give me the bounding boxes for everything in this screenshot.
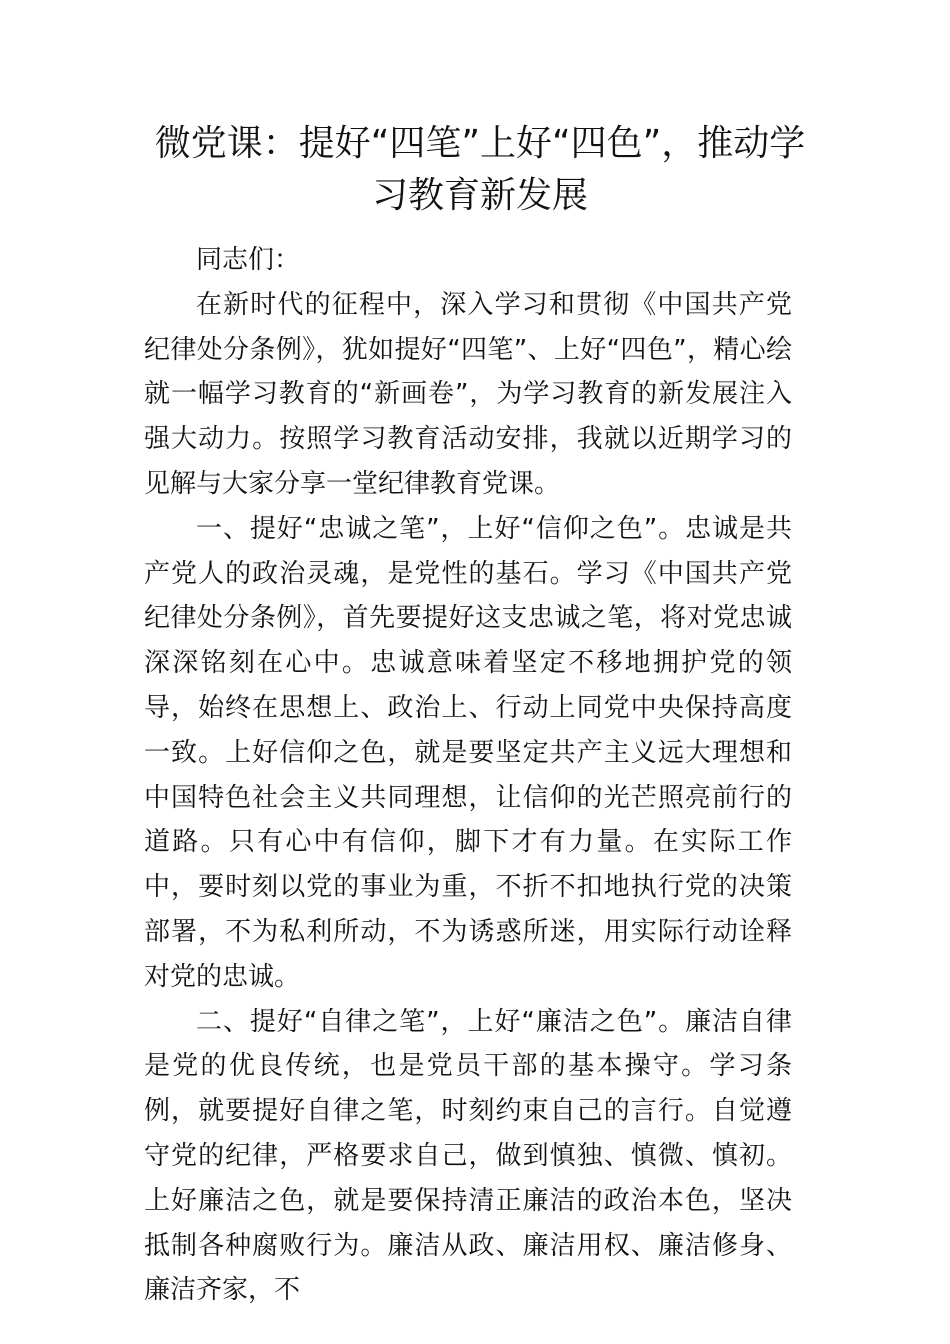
- paragraph-section-1: [144, 507, 792, 1000]
- paragraph-text: 在新时代的征程中，深入学习和贯彻《中国共产党纪律处分条例》，犹如提好“四笔”、上好“四色”，精心绘就一幅学习教育的“新画卷”，为学习教育的新发展注入强大动力。按照学习教育活动安排，我就以近期学习的见解与大家分享一堂纪律教育党课。: [144, 289, 792, 499]
- paragraph-intro: [144, 283, 792, 507]
- paragraph-section-2: [144, 1000, 792, 1314]
- salutation: 同志们：: [196, 245, 301, 275]
- document-title: 微党课：提好“四笔”上好“四色”，推动学习教育新发展: [154, 123, 806, 216]
- section-heading: 一、提好“忠诚之笔”，上好“信仰之色”。: [196, 513, 686, 544]
- document-body: [144, 238, 792, 1313]
- section-heading: 二、提好“自律之笔”，上好“廉洁之色”。: [196, 1006, 686, 1037]
- paragraph-text: 忠诚是共产党人的政治灵魂，是党性的基石。学习《中国共产党纪律处分条例》，首先要提好这支忠诚之笔，将对党忠诚深深铭刻在心中。忠诚意味着坚定不移地拥护党的领导，始终在思想上、政治上、行动上同党中央保持高度一致。上好信仰之色，就是要坚定共产主义远大理想和中国特色社会主义共同理想，让信仰的光芒照亮前行的道路。只有心中有信仰，脚下才有力量。在实际工作中，要时刻以党的事业为重，不折不扣地执行党的决策部署，不为私利所动，不为诱惑所迷，用实际行动诠释对党的忠诚。: [144, 513, 792, 992]
- paragraph-text: 廉洁自律是党的优良传统，也是党员干部的基本操守。学习条例，就要提好自律之笔，时刻约束自己的言行。自觉遵守党的纪律，严格要求自己，做到慎独、慎微、慎初。上好廉洁之色，就是要保持清正廉洁的政治本色，坚决抵制各种腐败行为。廉洁从政、廉洁用权、廉洁修身、廉洁齐家，不: [144, 1006, 792, 1306]
